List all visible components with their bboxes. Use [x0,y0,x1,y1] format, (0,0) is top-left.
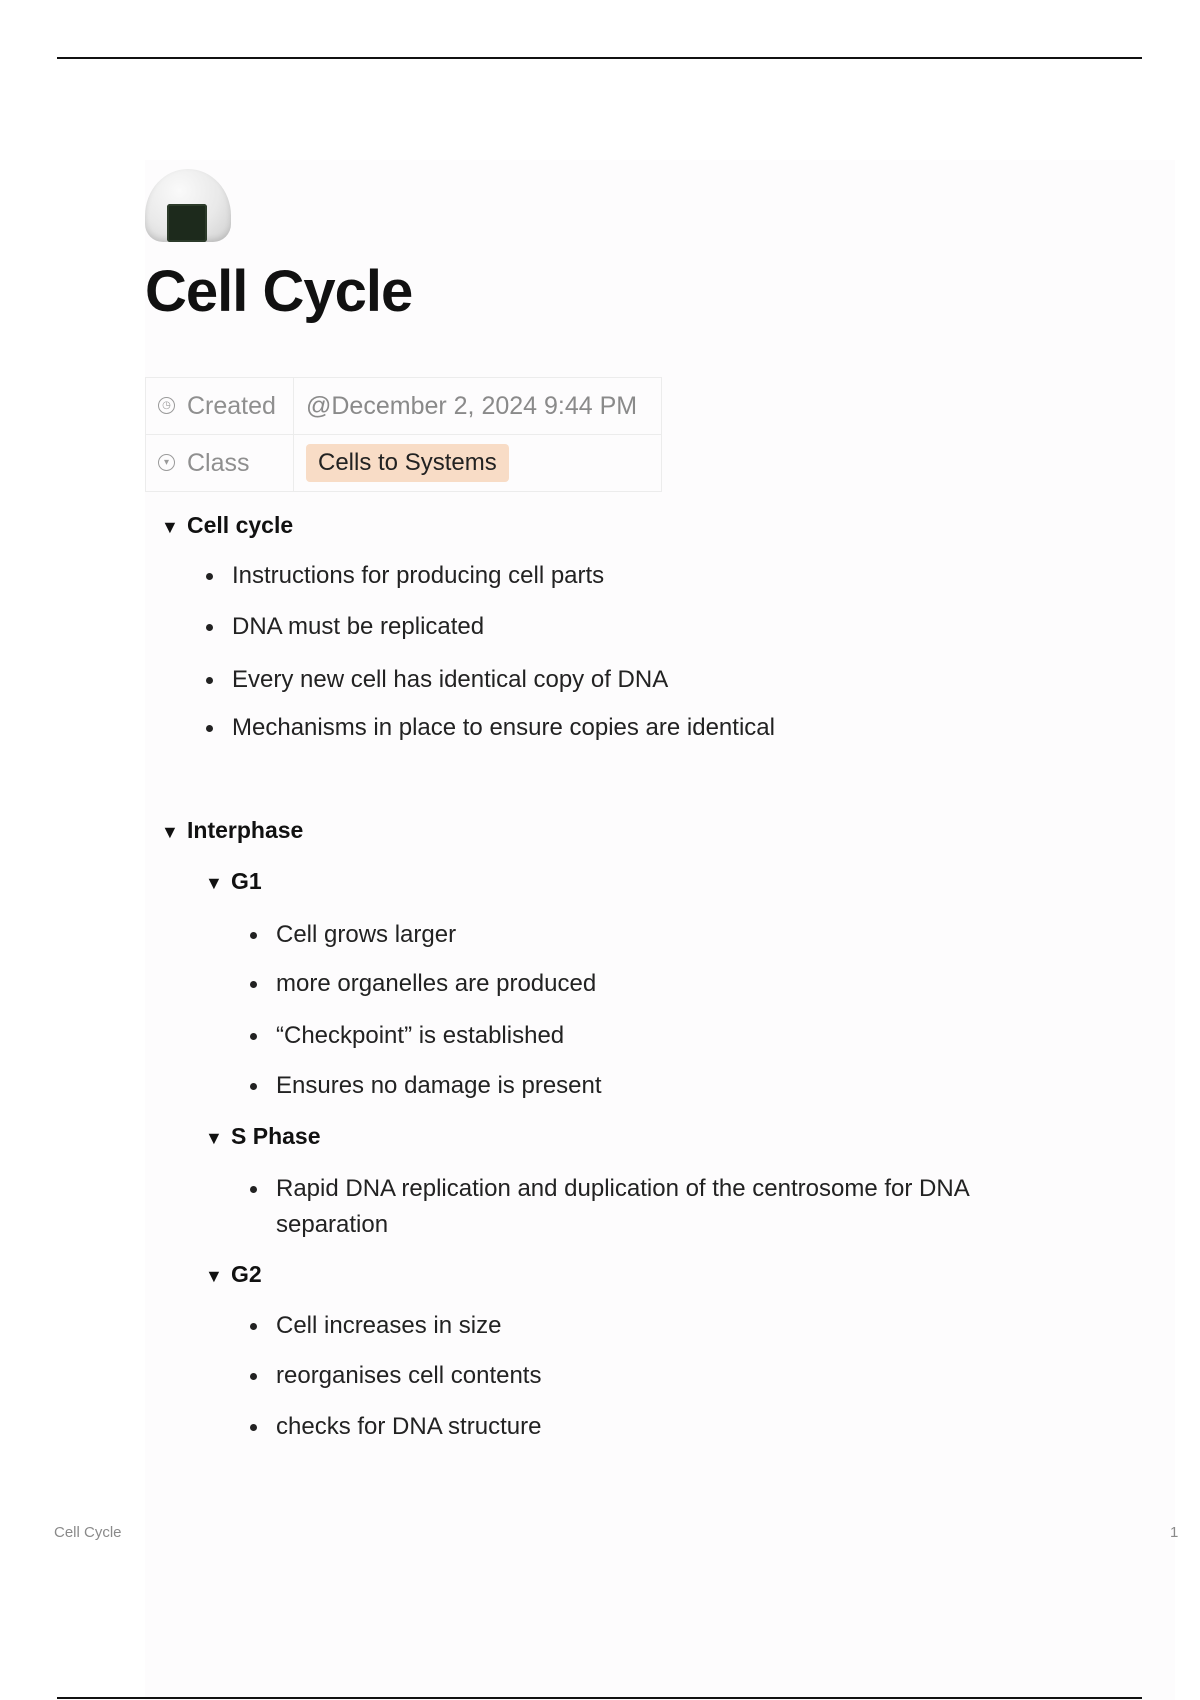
nori-wrap-shape [167,204,207,242]
bullet-dot [206,624,213,631]
list-item-text: DNA must be replicated [232,613,485,640]
toggle-s-phase[interactable] [205,1123,321,1150]
property-key-class[interactable] [146,435,294,492]
list-item-text: reorganises cell contents [276,1362,542,1389]
bullet-dot [250,1186,257,1193]
list-item-text: Ensures no damage is present [276,1072,602,1099]
bullet-dot [206,725,213,732]
select-icon: ▾ [158,454,175,471]
list-item [232,710,775,746]
bullet-dot [250,981,257,988]
toggle-triangle-icon[interactable]: ▼ [161,822,179,842]
list-item-text: Every new cell has identical copy of DNA [232,666,669,693]
list-item [232,609,484,645]
list-item [276,1409,541,1445]
bullet-dot [250,1424,257,1431]
top-rule [57,57,1142,59]
list-item-text: Instructions for producing cell parts [232,562,605,589]
class-tag[interactable]: Cells to Systems [306,444,509,482]
toggle-heading: G1 [231,868,262,894]
list-item-text: “Checkpoint” is established [276,1022,565,1049]
bullet-dot [250,1083,257,1090]
list-item [276,1358,541,1394]
toggle-triangle-icon[interactable]: ▼ [205,873,223,893]
list-item-text: checks for DNA structure [276,1413,542,1440]
toggle-cell-cycle[interactable] [161,512,293,539]
created-date: @December 2, 2024 9:44 PM [306,391,638,420]
toggle-triangle-icon[interactable]: ▼ [205,1266,223,1286]
bullet-dot [250,1373,257,1380]
property-label: Created [187,391,276,420]
toggle-heading: Interphase [187,817,304,843]
list-item [276,917,456,953]
list-item [276,966,596,1002]
list-item [276,1171,1056,1243]
property-key-created[interactable] [146,378,294,435]
onigiri-icon[interactable] [143,166,235,246]
toggle-g2[interactable] [205,1261,262,1288]
toggle-g1[interactable] [205,868,262,895]
page-title[interactable]: Cell Cycle [145,259,413,324]
list-item-text: Mechanisms in place to ensure copies are identical [232,714,775,741]
toggle-interphase[interactable] [161,817,303,844]
list-item-text: Rapid DNA replication and duplication of the centrosome for DNA separation [276,1175,969,1238]
property-row-class [146,435,662,492]
property-value-created[interactable] [294,378,662,435]
bullet-dot [206,573,213,580]
bullet-dot [250,932,257,939]
property-value-class[interactable] [294,435,662,492]
list-item-text: Cell increases in size [276,1312,502,1339]
toggle-triangle-icon[interactable]: ▼ [161,517,179,537]
properties-table [145,377,662,492]
bullet-dot [250,1033,257,1040]
list-item-text: more organelles are produced [276,970,597,997]
footer-doc-name: Cell Cycle [54,1524,122,1541]
list-item [276,1018,564,1054]
property-label: Class [187,448,250,477]
bullet-dot [206,677,213,684]
list-item [232,662,668,698]
bottom-rule [57,1697,1142,1699]
toggle-heading: S Phase [231,1123,321,1149]
clock-icon: ◷ [158,397,175,414]
property-row-created [146,378,662,435]
toggle-heading: Cell cycle [187,512,294,538]
footer-page-number: 1 [1170,1524,1179,1541]
toggle-heading: G2 [231,1261,262,1287]
list-item-text: Cell grows larger [276,921,457,948]
list-item [232,558,604,594]
list-item [276,1308,501,1344]
toggle-triangle-icon[interactable]: ▼ [205,1128,223,1148]
list-item [276,1068,602,1104]
bullet-dot [250,1323,257,1330]
